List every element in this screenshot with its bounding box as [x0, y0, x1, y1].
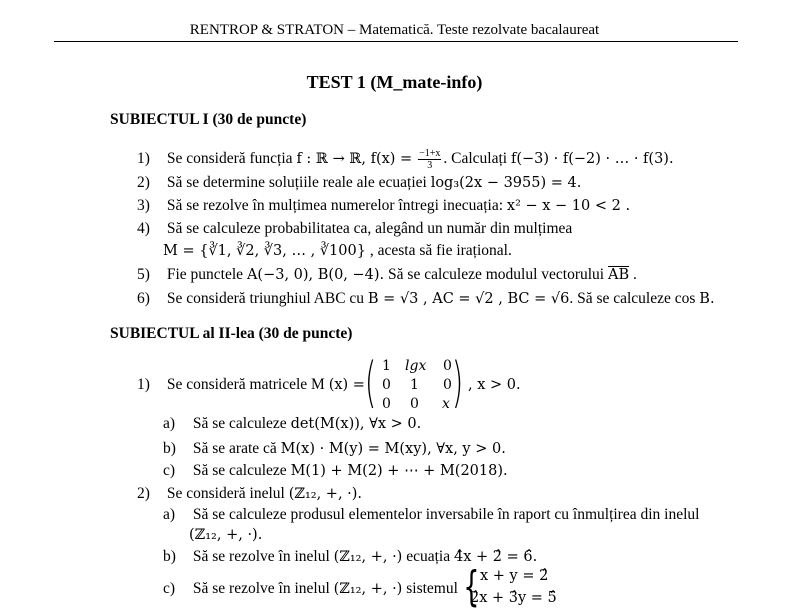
running-header: RENTROP & STRATON – Matematică. Teste rezolvate bacalaureat: [189, 22, 600, 38]
item-text: Să se calculeze modulul vectorului: [388, 266, 605, 283]
system-equation-2: 2̂x + 3̂y = 5̂: [470, 590, 557, 606]
ring-expression: (ℤ₁₂, +, ·): [333, 549, 403, 565]
item-1: 1) Se consideră funcția f : ℝ → ℝ, f(x) = $\frac{-1+x}{3}$ . Calculați f(−3) · f(−2) · … · f(3).: [137, 148, 674, 171]
question-2: [137, 485, 362, 503]
item-number: c): [163, 580, 176, 597]
item-text: Să se rezolve în mulțimea numerelor întregi inecuația:: [166, 197, 504, 214]
section-heading-1: SUBIECTUL I (30 de puncte): [110, 111, 307, 128]
test-title: TEST 1 (M_mate-info): [306, 72, 483, 92]
set-expression: M = {∛1, ∛2, ∛3, … , ∛100}: [163, 243, 366, 259]
item-5: 5) Fie punctele A(−3, 0), B(0, −4). Să se calculeze modulul vectorului $\overline{AB}$ .: [137, 266, 637, 283]
matrix-cell: x: [442, 396, 450, 412]
item-text: Se consideră matricele M: [166, 376, 325, 393]
question-2a: [163, 506, 699, 524]
ring-expression: (ℤ₁₂, +, ·).: [189, 527, 263, 543]
item-text: Să se rezolve în inelul: [192, 548, 330, 565]
item-text: Calculați: [451, 150, 508, 168]
item-2: [137, 174, 581, 192]
matrix-cell: 1: [410, 377, 419, 393]
item-number: b): [163, 440, 176, 457]
matrix-cell: 1: [382, 358, 391, 374]
sum-expression: M(1) + M(2) + ⋯ + M(2018).: [290, 463, 508, 479]
item-number: 1): [137, 376, 150, 393]
item-text: Să se determine soluțiile reale ale ecuației: [166, 174, 427, 191]
header-rule: [54, 41, 738, 42]
item-text: Să se calculeze probabilitatea ca, alegând un număr din mulțimea: [166, 220, 573, 237]
item-text: ecuația: [406, 548, 451, 565]
triangle-sides: B = √3 , AC = √2 , BC = √6: [367, 291, 570, 307]
product-identity: M(x) · M(y) = M(xy), ∀x, y > 0.: [280, 441, 506, 457]
item-number: 1): [137, 150, 150, 168]
item-number: 2): [137, 485, 150, 502]
item-text: Se consideră triunghiul ABC cu: [166, 290, 365, 307]
system-equation-1: x + y = 2̂: [480, 568, 549, 584]
condition: , x > 0.: [468, 377, 521, 393]
det-expression: det(M(x)), ∀x > 0.: [290, 416, 422, 432]
question-2b: [163, 548, 537, 566]
matrix-cell: lgx: [405, 358, 427, 374]
left-paren: (: [364, 351, 377, 414]
item-number: 3): [137, 197, 150, 214]
item-number: c): [163, 462, 176, 479]
matrix-cell: 0: [443, 377, 452, 393]
item-number: 5): [137, 266, 150, 283]
item-text: Să se arate că: [192, 440, 277, 457]
fraction: $\frac{-1+x}{3}$: [419, 148, 441, 171]
item-text: Se consideră funcția: [166, 150, 293, 168]
item-number: b): [163, 548, 176, 565]
matrix-cell: 0: [443, 358, 452, 374]
question-1a: [163, 415, 421, 433]
item-number: 4): [137, 220, 150, 237]
question-2a-cont: [189, 526, 262, 544]
item-text: Să se calculeze: [192, 462, 287, 479]
item-3: [137, 197, 630, 215]
ring-expression: (ℤ₁₂, +, ·): [333, 581, 403, 597]
item-text: Fie punctele: [166, 266, 244, 283]
function-definition: f : ℝ → ℝ, f(x) =: [296, 151, 413, 168]
item-number: 2): [137, 174, 150, 191]
item-text: Să se rezolve în inelul: [192, 580, 330, 597]
question-1: [137, 376, 365, 394]
product-expression: f(−3) · f(−2) · … · f(3).: [510, 151, 674, 168]
item-text: Se consideră inelul: [166, 485, 285, 502]
section-heading-2: SUBIECTUL al II-lea (30 de puncte): [110, 325, 353, 342]
item-number: a): [163, 506, 176, 523]
question-1c: [163, 462, 508, 480]
right-paren: ): [451, 351, 464, 414]
matrix-cell: 0: [382, 396, 391, 412]
ring-expression: (ℤ₁₂, +, ·).: [288, 486, 363, 502]
system-brace: {: [463, 562, 480, 611]
matrix-cell: 0: [410, 396, 419, 412]
item-text: Să se calculeze: [192, 415, 287, 432]
cos-b: B.: [699, 291, 715, 307]
matrix-cell: 0: [382, 377, 391, 393]
item-4: [137, 220, 572, 238]
item-number: a): [163, 415, 176, 432]
item-text: , acesta să fie irațional.: [369, 242, 512, 259]
mx-label: (x) =: [328, 377, 365, 393]
inequality: x² − x − 10 < 2 .: [506, 198, 631, 214]
question-2c: [163, 580, 458, 598]
ring-equation: 4̂x + 2̂ = 6̂.: [454, 549, 538, 565]
question-1b: [163, 440, 506, 458]
points-expression: A(−3, 0), B(0, −4).: [246, 267, 385, 283]
item-number: 6): [137, 290, 150, 307]
item-text: sistemul: [406, 580, 458, 597]
item-text: . Să se calculeze cos: [569, 290, 696, 307]
item-6: [137, 290, 715, 308]
vector-ab: $\overline{AB}$: [607, 267, 630, 283]
item-text: Să se calculeze produsul elementelor inversabile în raport cu înmulțirea din inelul: [192, 506, 700, 523]
item-4-cont: [163, 242, 512, 260]
log-equation: log₃(2x − 3955) = 4.: [430, 175, 582, 191]
